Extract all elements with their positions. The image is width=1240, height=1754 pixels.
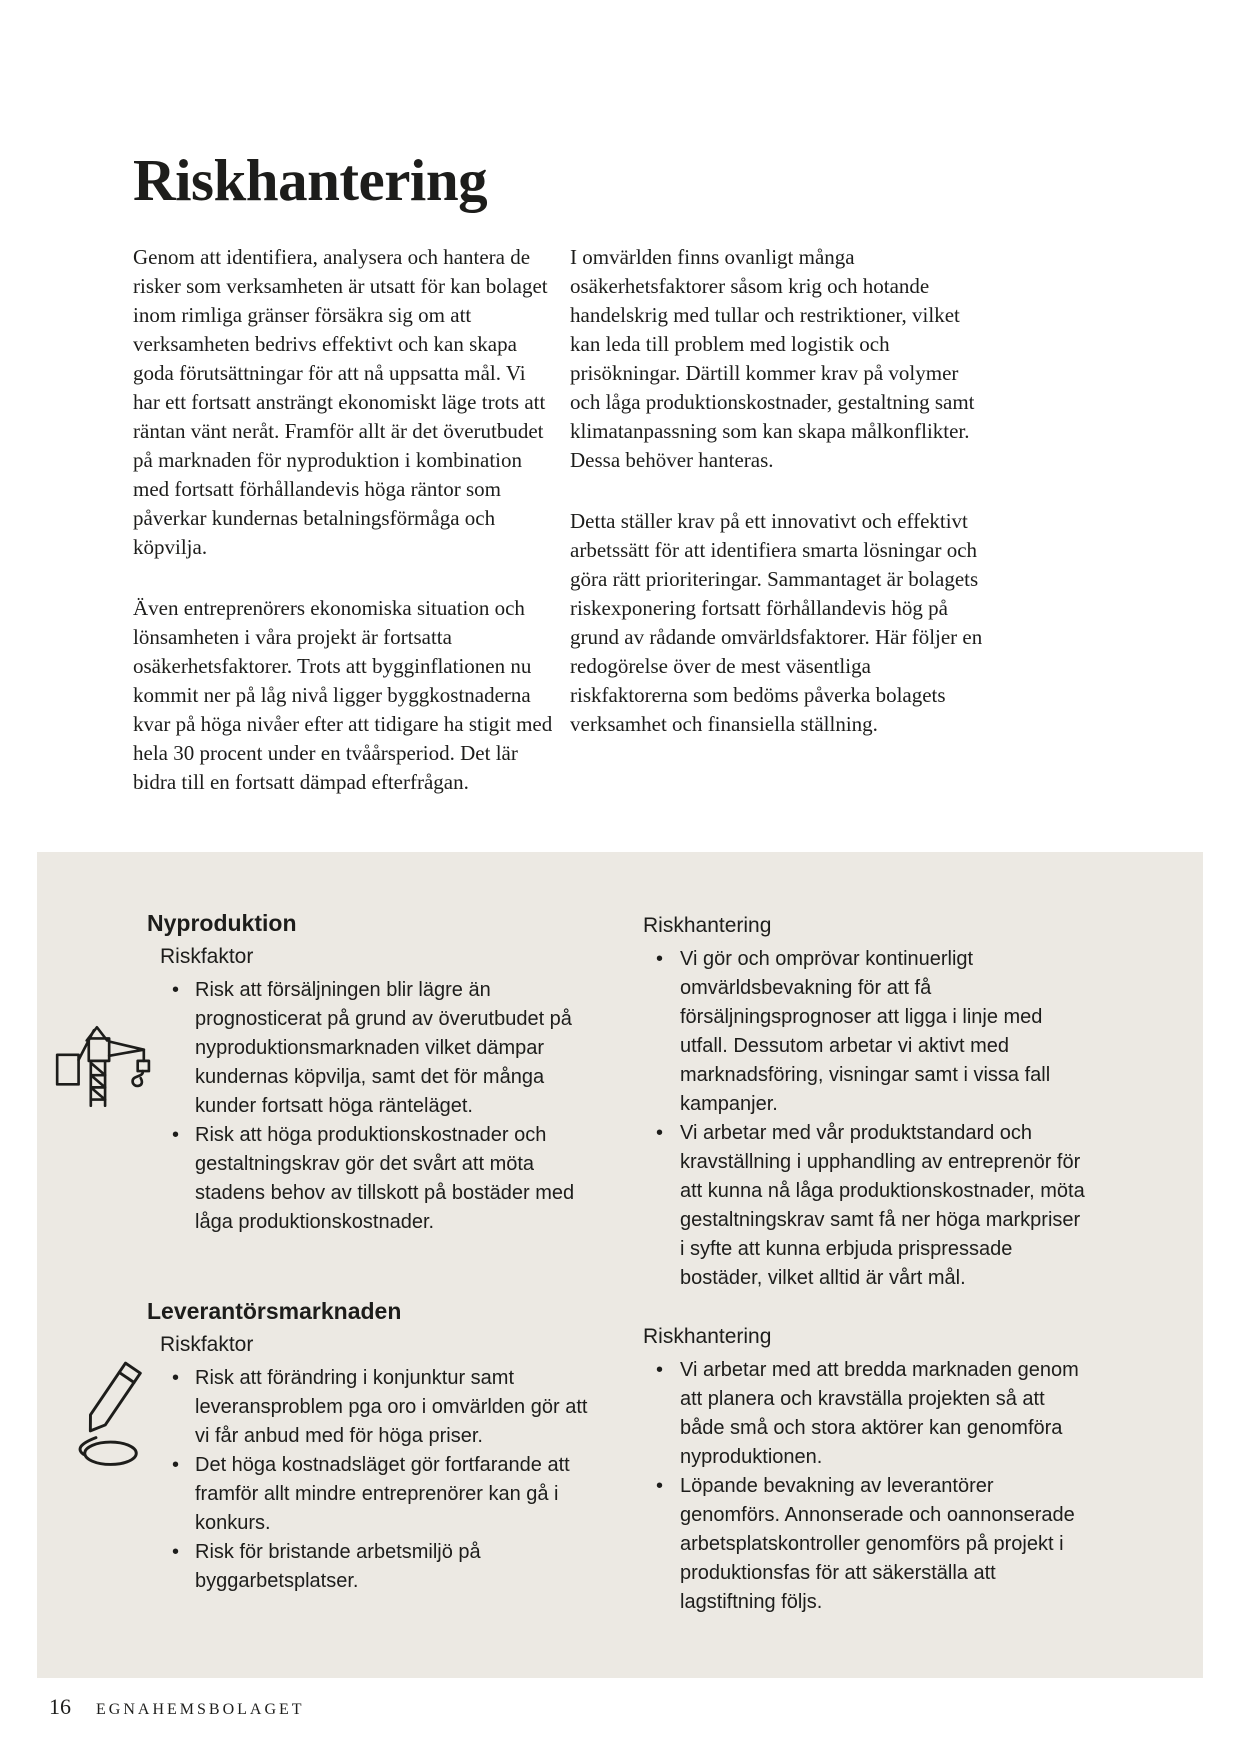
riskfaktor-column [147,1296,599,1596]
list-item: • Vi arbetar med att bredda marknaden genom att planera och kravställa projekten så att både små och stora aktörer kan genomföra nyproduktionen. [643,1356,1085,1472]
intro-columns [133,243,990,829]
riskhantering-list [643,945,1085,1293]
page-number: 16 [49,1694,71,1719]
section-title: Nyproduktion [147,910,297,936]
riskhantering-column [643,908,1085,1293]
crane-icon [48,1014,154,1108]
company-name: EGNAHEMSBOLAGET [96,1701,305,1718]
list-item: • Risk att förändring i konjunktur samt leveransproblem pga oro i omvärlden gör att vi får anbud med för höga priser. [147,1364,599,1451]
list-item: • Risk för bristande arbetsmiljö på byggarbetsplatser. [147,1538,599,1596]
page-title: Riskhantering [133,147,488,213]
list-item: • Det höga kostnadsläget gör fortfarande att framför allt mindre entreprenörer kan gå i konkurs. [147,1451,599,1538]
list-item: • Vi arbetar med vår produktstandard och kravställning i upphandling av entreprenör för att kunna nå låga produktionskostnader, möta gestaltningskrav samt få ner höga markpriser i syfte att kunna erbjuda prispressade bostäder, vilket alltid är vårt mål. [643,1119,1085,1293]
intro-column-right [570,243,990,829]
intro-paragraph: I omvärlden finns ovanligt många osäkerhetsfaktorer såsom krig och hotande handelskrig med tullar och restriktioner, vilket kan leda till problem med logistik och prisökningar. Därtill kommer krav på volymer och låga produktionskostnader, gestaltning samt klimatanpassning som kan skapa målkonflikter. Dessa behöver hanteras. [570,245,975,472]
riskfaktor-column [147,908,599,1237]
riskhantering-list [643,1356,1085,1617]
riskfaktor-label: Riskfaktor [160,945,254,968]
page-footer [49,1694,305,1720]
intro-column-left [133,243,553,829]
list-item: • Vi gör och omprövar kontinuerligt omvärldsbevakning för att få försäljningsprognoser att ligga i linje med utfall. Dessutom arbetar vi aktivt med marknadsföring, visningar samt i vissa fall kampanjer. [643,945,1085,1119]
section-title: Leverantörsmarknaden [147,1298,402,1324]
riskhantering-column [643,1296,1085,1617]
riskhantering-label: Riskhantering [643,1325,772,1348]
intro-paragraph: Även entreprenörers ekonomiska situation och lönsamheten i våra projekt är fortsatta osäkerhetsfaktorer. Trots att bygginflationen nu kommit ner på låg nivå ligger byggkostnaderna kvar på höga nivåer efter att tidigare ha stigit med hela 30 procent under en tvåårsperiod. Det lär bidra till en fortsatt dämpad efterfrågan. [133,596,553,794]
riskhantering-label: Riskhantering [643,914,772,937]
list-item: • Löpande bevakning av leverantörer genomförs. Annonserade och oannonserade arbetsplatskontroller genomförs på projekt i produktionsfas för att säkerställa att lagstiftning följs. [643,1472,1085,1617]
riskfaktor-label: Riskfaktor [160,1333,254,1356]
list-item: • Risk att försäljningen blir lägre än prognosticerat på grund av överutbudet på nyproduktionsmarknaden vilket dämpar kundernas köpvilja, samt det för många kunder fortsatt höga ränteläget. [147,976,599,1121]
risk-box [37,852,1203,1678]
riskfaktor-list [147,976,599,1237]
riskfaktor-list [147,1364,599,1596]
intro-paragraph: Detta ställer krav på ett innovativt och effektivt arbetssätt för att identifiera smarta lösningar och göra rätt prioriteringar. Sammantaget är bolagets riskexponering fortsatt förhållandevis hög på grund av rådande omvärldsfaktorer. Här följer en redogörelse över de mest väsentliga riskfaktorerna som bedöms påverka bolagets verksamhet och finansiella ställning. [570,509,983,736]
list-item: • Risk att höga produktionskostnader och gestaltningskrav gör det svårt att möta stadens behov av tillskott på bostäder med låga produktionskostnader. [147,1121,599,1237]
intro-paragraph: Genom att identifiera, analysera och hantera de risker som verksamheten är utsatt för kan bolaget inom rimliga gränser försäkra sig om att verksamheten bedrivs effektivt och kan skapa goda förutsättningar för att nå uppsatta mål. Vi har ett fortsatt ansträngt ekonomiskt läge trots att räntan vänt neråt. Framför allt är det överutbudet på marknaden för nyproduktion i kombination med fortsatt förhållandevis höga räntor som påverkar kundernas betalningsförmåga och köpvilja. [133,245,548,559]
